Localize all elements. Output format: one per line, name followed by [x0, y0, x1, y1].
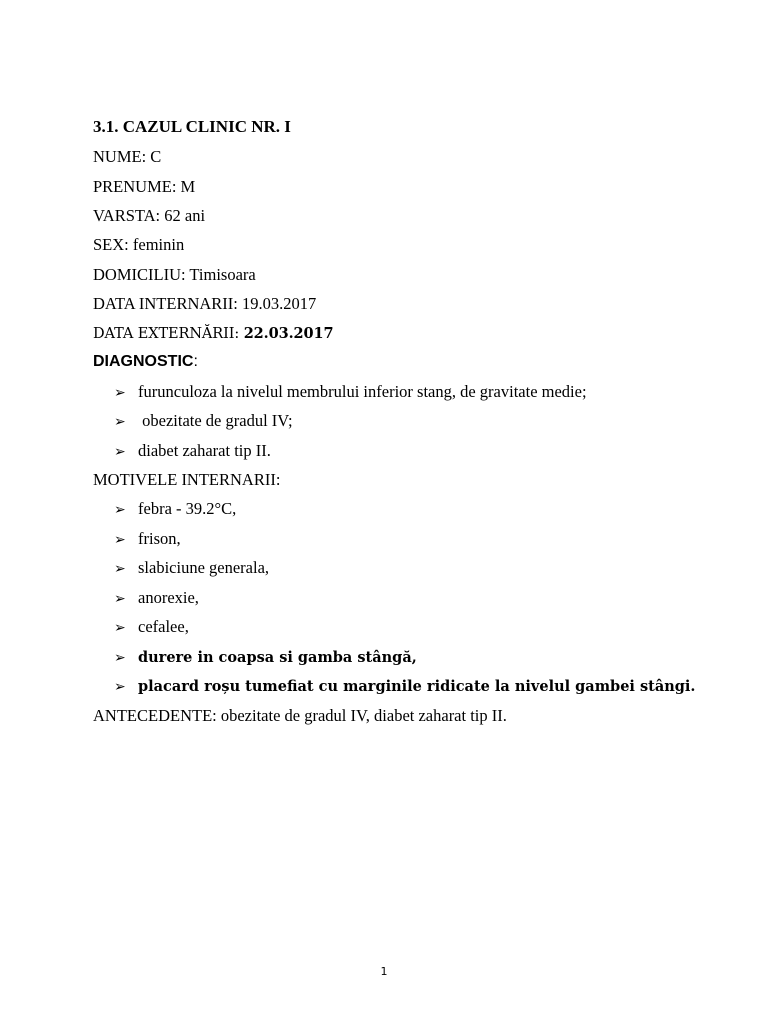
field-nume: NUME: C [93, 147, 162, 166]
field-data-externarii [93, 324, 334, 344]
motive-item: ➢ anorexie, [114, 588, 199, 607]
data-externarii-label: DATA EXTERNĂRII: [93, 326, 240, 342]
motive-item: ➢ frison, [114, 529, 181, 548]
case-heading: 3.1. CAZUL CLINIC NR. I [93, 117, 291, 136]
bullet-arrow-icon: ➢ [114, 620, 126, 636]
motive-heading: MOTIVELE INTERNARII: [93, 470, 281, 489]
bullet-arrow-icon: ➢ [114, 532, 126, 548]
diagnostic-heading [93, 352, 198, 372]
diagnostic-colon: : [193, 353, 198, 370]
bullet-arrow-icon: ➢ [114, 650, 126, 666]
bullet-arrow-icon: ➢ [114, 561, 126, 577]
bullet-arrow-icon: ➢ [114, 679, 126, 695]
diagnostic-label: DIAGNOSTIC [93, 353, 194, 370]
diagnostic-item: ➢ furunculoza la nivelul membrului inferior stang, de gravitate medie; [114, 382, 587, 401]
motive-item: ➢ febra - 39.2°C, [114, 499, 237, 518]
motive-item: ➢ durere in coapsa si gamba stângă, [114, 649, 417, 666]
motive-item: ➢ placard roșu tumefiat cu marginile ridicate la nivelul gambei stângi. [114, 678, 696, 695]
field-varsta: VARSTA: 62 ani [93, 206, 206, 225]
page-number: 1 [380, 965, 388, 978]
bullet-arrow-icon: ➢ [114, 385, 126, 401]
data-externarii-value: 22.03.2017 [243, 325, 334, 342]
diagnostic-item: ➢ diabet zaharat tip II. [114, 441, 271, 460]
bullet-arrow-icon: ➢ [114, 414, 126, 430]
motive-item: ➢ cefalee, [114, 617, 189, 636]
field-sex: SEX: feminin [93, 235, 185, 254]
field-prenume: PRENUME: M [93, 177, 196, 196]
diagnostic-item: ➢ obezitate de gradul IV; [114, 411, 293, 430]
bullet-arrow-icon: ➢ [114, 444, 126, 460]
field-domiciliu: DOMICILIU: Timisoara [93, 265, 256, 284]
bullet-arrow-icon: ➢ [114, 502, 126, 518]
field-data-internarii: DATA INTERNARII: 19.03.2017 [93, 294, 317, 313]
antecedente-line: ANTECEDENTE: obezitate de gradul IV, diabet zaharat tip II. [93, 706, 507, 725]
bullet-arrow-icon: ➢ [114, 591, 126, 607]
motive-item: ➢ slabiciune generala, [114, 558, 270, 577]
